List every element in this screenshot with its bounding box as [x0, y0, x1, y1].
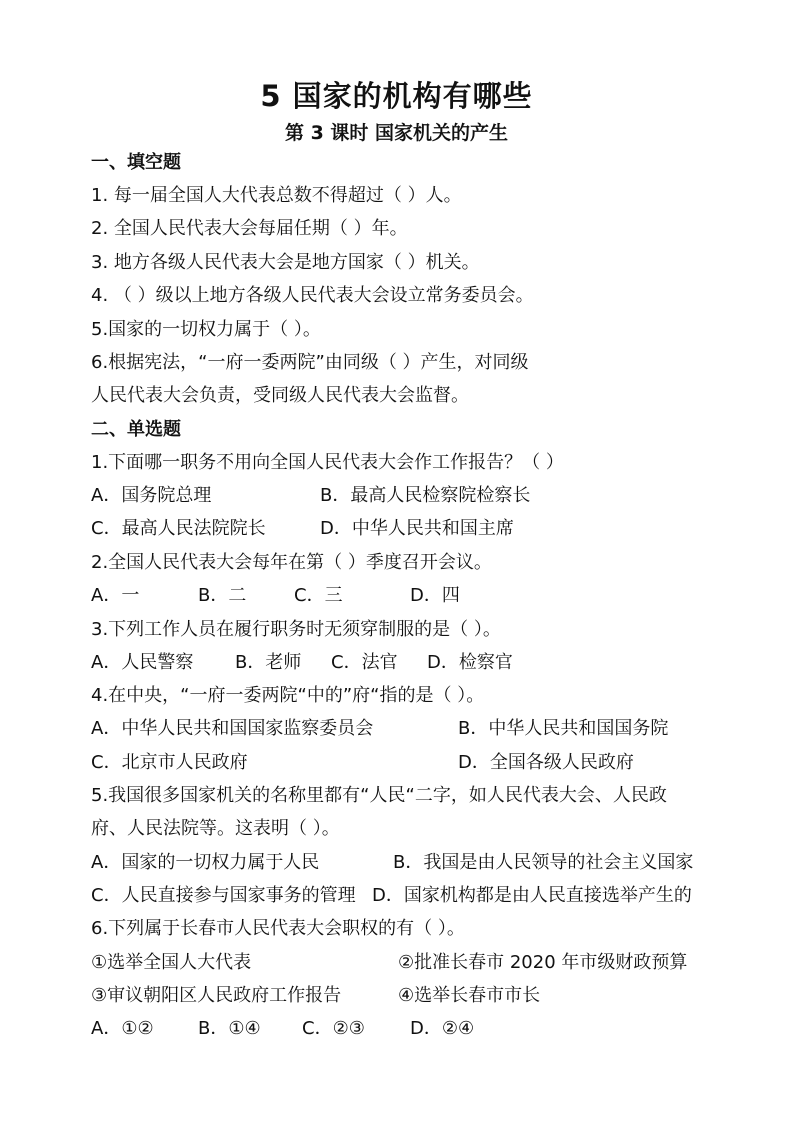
- q6-statement-4: ④选举长春市市长: [398, 985, 541, 1006]
- fill-question-1: 1. 每一届全国人大代表总数不得超过（ ）人。: [91, 185, 462, 206]
- fill-question-3: 3. 地方各级人民代表大会是地方国家（ ）机关。: [91, 252, 480, 273]
- q6-option-a: A．①②: [91, 1018, 154, 1039]
- fill-question-2: 2. 全国人民代表大会每届任期（ ）年。: [91, 218, 408, 239]
- q6-option-c: C．②③: [302, 1018, 365, 1039]
- choice-question-2: 2.全国人民代表大会每年在第（ ）季度召开会议。: [91, 552, 492, 573]
- q1-option-a: A．国务院总理: [91, 485, 212, 506]
- q1-option-b: B．最高人民检察院检察长: [320, 485, 531, 506]
- fill-question-6-continued: 人民代表大会负责，受同级人民代表大会监督。: [91, 385, 469, 406]
- section-heading-single-choice: 二、单选题: [91, 419, 181, 440]
- q3-option-c: C．法官: [331, 652, 398, 673]
- q1-option-c: C．最高人民法院院长: [91, 518, 266, 539]
- q6-statement-1: ①选举全国人大代表: [91, 952, 252, 973]
- q1-option-d: D．中华人民共和国主席: [320, 518, 514, 539]
- q4-option-b: B．中华人民共和国国务院: [458, 718, 669, 739]
- q2-option-a: A．一: [91, 585, 140, 606]
- q2-option-d: D．四: [410, 585, 460, 606]
- lesson-subtitle: 第 3 课时 国家机关的产生: [284, 122, 509, 144]
- q6-statement-3: ③审议朝阳区人民政府工作报告: [91, 985, 342, 1006]
- q4-option-c: C．北京市人民政府: [91, 752, 248, 773]
- page-title: 5 国家的机构有哪些: [260, 79, 533, 113]
- q3-option-a: A．人民警察: [91, 652, 194, 673]
- q5-option-d: D．国家机构都是由人民直接选举产生的: [372, 885, 692, 906]
- q2-option-b: B．二: [198, 585, 247, 606]
- choice-question-6: 6.下列属于长春市人民代表大会职权的有（ ）。: [91, 918, 465, 939]
- fill-question-6: 6.根据宪法，“一府一委两院”由同级（ ）产生，对同级: [91, 352, 529, 373]
- choice-question-3: 3.下列工作人员在履行职务时无须穿制服的是（ ）。: [91, 619, 501, 640]
- choice-question-5: 5.我国很多国家机关的名称里都有“人民“二字，如人民代表大会、人民政: [91, 785, 667, 806]
- q5-option-b: B．我国是由人民领导的社会主义国家: [393, 852, 694, 873]
- section-heading-fill-in: 一、填空题: [91, 152, 181, 173]
- choice-question-5-continued: 府、人民法院等。这表明（ ）。: [91, 818, 340, 839]
- q5-option-a: A．国家的一切权力属于人民: [91, 852, 320, 873]
- q4-option-d: D．全国各级人民政府: [458, 752, 634, 773]
- q6-option-b: B．①④: [198, 1018, 261, 1039]
- choice-question-4: 4.在中央，“一府一委两院“中的”府“指的是（ ）。: [91, 685, 485, 706]
- q6-statement-2: ②批准长春市 2020 年市级财政预算: [398, 952, 688, 973]
- q6-option-d: D．②④: [410, 1018, 475, 1039]
- fill-question-5: 5.国家的一切权力属于（ ）。: [91, 319, 321, 340]
- choice-question-1: 1.下面哪一职务不用向全国人民代表大会作工作报告？（ ）: [91, 452, 564, 473]
- q2-option-c: C．三: [294, 585, 343, 606]
- fill-question-4: 4. （ ）级以上地方各级人民代表大会设立常务委员会。: [91, 285, 534, 306]
- q3-option-b: B．老师: [235, 652, 302, 673]
- q4-option-a: A．中华人民共和国国家监察委员会: [91, 718, 374, 739]
- q3-option-d: D．检察官: [427, 652, 513, 673]
- q5-option-c: C．人民直接参与国家事务的管理: [91, 885, 356, 906]
